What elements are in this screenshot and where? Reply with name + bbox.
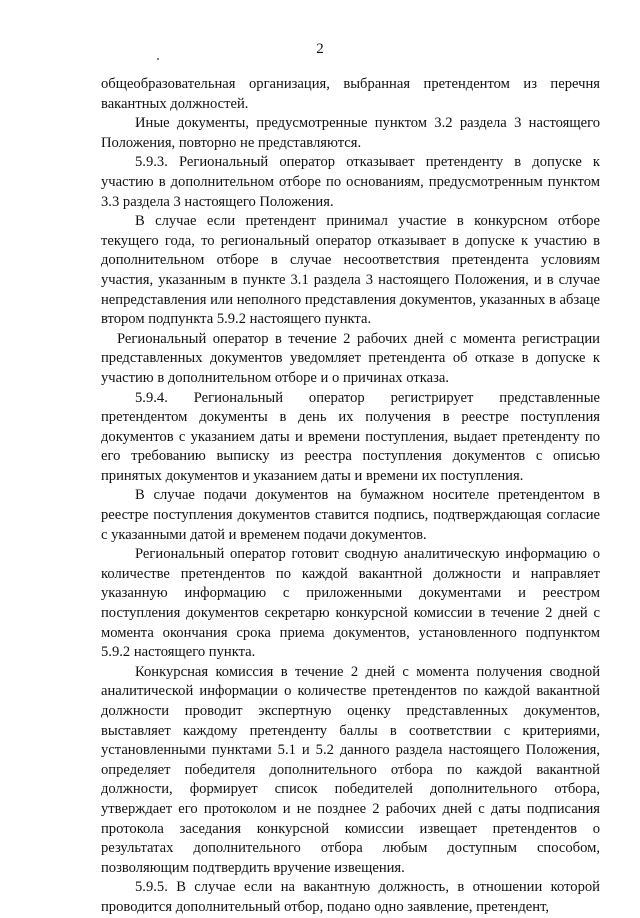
page-number: 2 — [316, 41, 324, 57]
paragraph-3: 5.9.3. Региональный оператор отказывает претенденту в допуске к участию в дополнительном отборе по основаниям, предусмотренным пунктом 3.3 раздела 3 настоящего Положения. — [101, 154, 600, 210]
scan-speck — [157, 58, 159, 60]
paragraph-6: 5.9.4. Региональный оператор регистрирует представленные претендентом документы в день их получения в реестре поступления документов с указанием даты и времени поступления, выдает претенденту по его требованию выписку из реестра поступления документов с описью принятых документов и указанием даты и времени их поступления. — [101, 389, 600, 484]
paragraph-1: общеобразовательная организация, выбранная претендентом из перечня вакантных должностей. — [101, 76, 600, 112]
paragraph-8: Региональный оператор готовит сводную аналитическую информацию о количестве претендентов по каждой вакантной должности и направляет указанную информацию с приложенными документами и реестром поступления документов секретарю конкурсной комиссии в течение 2 дней с момента окончания срока приема документов, установленного подпунктом 5.9.2 настоящего пункта. — [101, 546, 600, 661]
paragraph-7: В случае подачи документов на бумажном носителе претендентом в реестре поступления документов ставится подпись, подтверждающая согласие с указанными датой и временем подачи документов. — [101, 487, 600, 543]
document-body — [101, 75, 600, 918]
paragraph-4: В случае если претендент принимал участие в конкурсном отборе текущего года, то региональный оператор отказывает в допуске к участию в дополнительном отборе в случае несоответствия претендента условиям участия, указанным в пункте 3.1 раздела 3 настоящего Положения, и в случае непредставления или неполного представления документов, указанных в абзаце втором подпункта 5.9.2 настоящего пункта. — [101, 213, 600, 328]
paragraph-9: Конкурсная комиссия в течение 2 дней с момента получения сводной аналитической информации о количестве претендентов по каждой вакантной должности проводит экспертную оценку представленных документов, выставляет каждому претенденту баллы в соответствии с критериями, установленными пунктами 5.1 и 5.2 данного раздела настоящего Положения, определяет победителя дополнительного отбора по каждой вакантной должности, формирует список победителей дополнительного отбора, утверждает его протоколом и не позднее 2 рабочих дней с даты подписания протокола заседания конкурсной комиссии извещает претендентов о результатах дополнительного отбора любым доступным способом, позволяющим подтвердить вручение извещения. — [101, 663, 600, 876]
paragraph-10: 5.9.5. В случае если на вакантную должность, в отношении которой проводится дополнительный отбор, подано одно заявление, претендент, — [101, 879, 600, 915]
paragraph-5: Региональный оператор в течение 2 рабочих дней с момента регистрации представленных документов уведомляет претендента об отказе в допуске к участию в дополнительном отборе и о причинах отказа. — [101, 330, 600, 386]
paragraph-2: Иные документы, предусмотренные пунктом 3.2 раздела 3 настоящего Положения, повторно не представляются. — [101, 115, 600, 151]
